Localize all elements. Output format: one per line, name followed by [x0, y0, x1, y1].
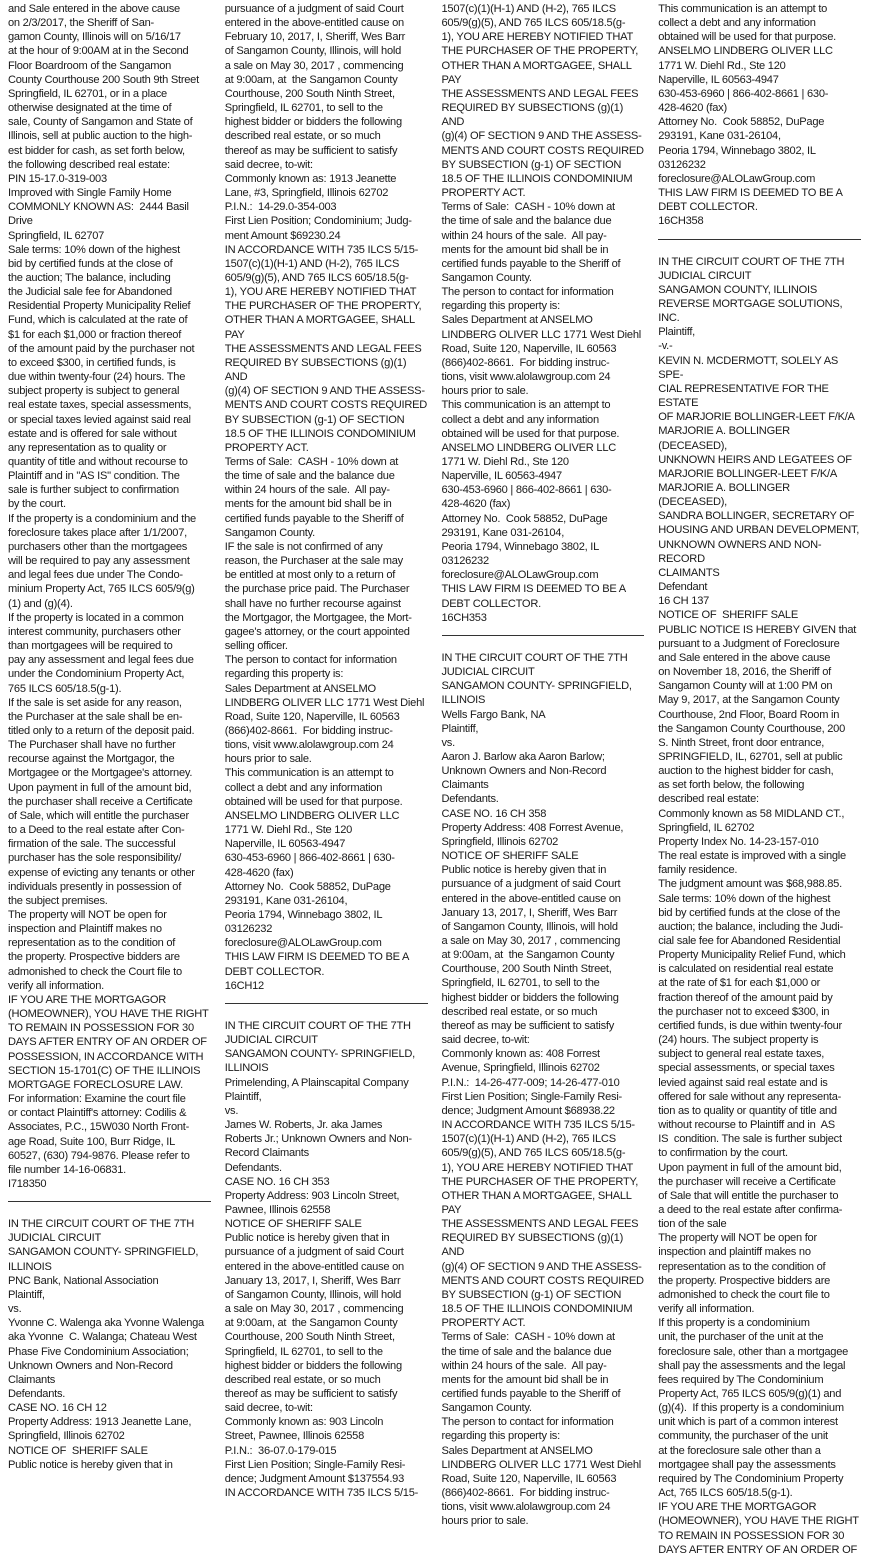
- notice-divider: [442, 635, 645, 636]
- column-1: [8, 2, 211, 1508]
- notice-text-16ch358-end: This communication is an attempt to collect a debt and any information obtained will be used for that purpose. ANSELMO LINDBERG OLIVER LLC 1771 W. Diehl Rd., Ste 120 Naperville, IL 60563-4947 630-453-6960 | 866-402-8661 | 630- 428-4620 (fax) Attorney No. Cook 58852, DuPage 293191, Kane 031-26104, Peoria 1794, Winnebago 3802, IL 03126232 foreclosure@ALOLawGroup.com THIS LAW FIRM IS DEEMED TO BE A DEBT COLLECTOR. 16CH358: [658, 3, 843, 228]
- column-3: [441, 2, 645, 1528]
- notice-divider: [225, 1003, 428, 1004]
- notice-text-16ch358-start: IN THE CIRCUIT COURT OF THE 7TH JUDICIAL CIRCUIT SANGAMON COUNTY- SPRINGFIELD, ILLINOIS Wells Fargo Bank, NA Plaintiff, vs. Aaron J. Barlow aka Aaron Barlow; Unknown Owners and Non-Record Claimants Defendants. CASE NO. 16 CH 358 Property Address: 408 Forrest Avenue, Springfield, Illinois 62702 NOTICE OF SHERIFF SALE Public notice is hereby given that in pursuance of a judgment of said Court entered in the above-entitled cause on January 13, 2017, I, Sheriff, Wes Barr of Sangamon County, Illinois, will hold a sale on May 30, 2017 , commencing at 9:00am, at the Sangamon County Courthouse, 200 South Ninth Street, Springfield, IL 62701, to sell to the highest bidder or bidders the following described real estate, or so much thereof as may be sufficient to satisfy said decree, to-wit: Commonly known as: 408 Forrest Avenue, Springfield, Illinois 62702 P.I.N.: 14-26-477-009; 14-26-477-010 First Lien Position; Single-Family Resi- dence; Judgment Amount $68938.22 IN ACCORDANCE WITH 735 ILCS 5/15- 1507(c)(1)(H-1) AND (H-2), 765 ILCS 605/9(g)(5), AND 765 ILCS 605/18.5(g- 1), YOU ARE HEREBY NOTIFIED THAT THE PURCHASER OF THE PROPERTY, OTHER THAN A MORTGAGEE, SHALL PAY THE ASSESSMENTS AND LEGAL FEES REQUIRED BY SUBSECTIONS (g)(1) AND (g)(4) OF SECTION 9 AND THE ASSESS- MENTS AND COURT COSTS REQUIRED BY SUBSECTION (g-1) OF SECTION 18.5 OF THE ILLINOIS CONDOMINIUM PROPERTY ACT. Terms of Sale: CASH - 10% down at the time of sale and the balance due within 24 hours of the sale. All pay- ments for the amount bid shall be in certified funds payable to the Sheriff of Sangamon County. The person to contact for information regarding this property is: Sales Department at ANSELMO LINDBERG OLIVER LLC 1771 West Diehl Road, Suite 120, Naperville, IL 60563 (866)402-8661. For bidding instruc- tions, visit www.alolawgroup.com 24 hours prior to sale.: [441, 651, 644, 1528]
- notice-text-16ch12-start: IN THE CIRCUIT COURT OF THE 7TH JUDICIAL CIRCUIT SANGAMON COUNTY- SPRINGFIELD, ILLINOIS PNC Bank, National Association Plaintiff, vs. Yvonne C. Walenga aka Yvonne Walenga aka Yvonne C. Walanga; Chateau West Phase Five Condominium Association; Unknown Owners and Non-Record Claimants Defendants. CASE NO. 16 CH 12 Property Address: 1913 Jeanette Lane, Springfield, Illinois 62702 NOTICE OF SHERIFF SALE Public notice is hereby given that in: [8, 1218, 204, 1471]
- notice-text-16ch12-body: pursuance of a judgment of said Court entered in the above-entitled cause on February 10, 2017, I, Sheriff, Wes Barr of Sangamon County, Illinois, will hold a sale on May 30, 2017 , commencing at 9:00am, at the Sangamon County Courthouse, 200 South Ninth Street, Springfield, IL 62701, to sell to the highest bidder or bidders the following described real estate, or so much thereof as may be sufficient to satisfy said decree, to-wit: Commonly known as: 1913 Jeanette Lane, #3, Springfield, Illinois 62702 P.I.N.: 14-29.0-354-003 First Lien Position; Condominium; Judg- ment Amount $69230.24 IN ACCORDANCE WITH 735 ILCS 5/15- 1507(c)(1)(H-1) AND (H-2), 765 ILCS 605/9(g)(5), AND 765 ILCS 605/18.5(g- 1), YOU ARE HEREBY NOTIFIED THAT THE PURCHASER OF THE PROPERTY, OTHER THAN A MORTGAGEE, SHALL PAY THE ASSESSMENTS AND LEGAL FEES REQUIRED BY SUBSECTIONS (g)(1) AND (g)(4) OF SECTION 9 AND THE ASSESS- MENTS AND COURT COSTS REQUIRED BY SUBSECTION (g-1) OF SECTION 18.5 OF THE ILLINOIS CONDOMINIUM PROPERTY ACT. Terms of Sale: CASH - 10% down at the time of sale and the balance due within 24 hours of the sale. All pay- ments for the amount bid shall be in certified funds payable to the Sheriff of Sangamon County. IF the sale is not confirmed of any reason, the Purchaser at the sale may be entitled at most only to a return of the purchase price paid. The Purchaser shall have no further recourse against the Mortgagor, the Mortgagee, the Mort- gagee's attorney, or the court appointed selling officer. The person to contact for information regarding this property is: Sales Department at ANSELMO LINDBERG OLIVER LLC 1771 West Diehl Road, Suite 120, Naperville, IL 60563 (866)402-8661. For bidding instruc- tions, visit www.alolawgroup.com 24 hours prior to sale. This communication is an attempt to collect a debt and any information obtained will be used for that purpose. ANSELMO LINDBERG OLIVER LLC 1771 W. Diehl Rd., Ste 120 Naperville, IL 60563-4947 630-453-6960 | 866-402-8661 | 630- 428-4620 (fax) Attorney No. Cook 58852, DuPage 293191, Kane 031-26104, Peoria 1794, Winnebago 3802, IL 03126232 foreclosure@ALOLawGroup.com THIS LAW FIRM IS DEEMED TO BE A DEBT COLLECTOR. 16CH12: [224, 3, 428, 992]
- notice-text-16ch353-body: 1507(c)(1)(H-1) AND (H-2), 765 ILCS 605/9(g)(5), AND 765 ILCS 605/18.5(g- 1), YOU ARE HEREBY NOTIFIED THAT THE PURCHASER OF THE PROPERTY, OTHER THAN A MORTGAGEE, SHALL PAY THE ASSESSMENTS AND LEGAL FEES REQUIRED BY SUBSECTIONS (g)(1) AND (g)(4) OF SECTION 9 AND THE ASSESS- MENTS AND COURT COSTS REQUIRED BY SUBSECTION (g-1) OF SECTION 18.5 OF THE ILLINOIS CONDOMINIUM PROPERTY ACT. Terms of Sale: CASH - 10% down at the time of sale and the balance due within 24 hours of the sale. All pay- ments for the amount bid shall be in certified funds payable to the Sheriff of Sangamon County. The person to contact for information regarding this property is: Sales Department at ANSELMO LINDBERG OLIVER LLC 1771 West Diehl Road, Suite 120, Naperville, IL 60563 (866)402-8661. For bidding instruc- tions, visit www.alolawgroup.com 24 hours prior to sale. This communication is an attempt to collect a debt and any information obtained will be used for that purpose. ANSELMO LINDBERG OLIVER LLC 1771 W. Diehl Rd., Ste 120 Naperville, IL 60563-4947 630-453-6960 | 866-402-8661 | 630- 428-4620 (fax) Attorney No. Cook 58852, DuPage 293191, Kane 031-26104, Peoria 1794, Winnebago 3802, IL 03126232 foreclosure@ALOLawGroup.com THIS LAW FIRM IS DEEMED TO BE A DEBT COLLECTOR. 16CH353: [441, 3, 644, 624]
- notice-text-continued: and Sale entered in the above cause on 2/3/2017, the Sheriff of San- gamon County, Illinois will on 5/16/17 at the hour of 9:00AM at in the Second Floor Boardroom of the Sangamon County Courthouse 200 South 9th Street Springfield, IL 62701, or in a place otherwise designated at the time of sale, County of Sangamon and State of Illinois, sell at public auction to the high- est bidder for cash, as set forth below, the following described real estate: PIN 15-17.0-319-003 Improved with Single Family Home COMMONLY KNOWN AS: 2444 Basil Drive Springfield, IL 62707 Sale terms: 10% down of the highest bid by certified funds at the close of the auction; The balance, including the Judicial sale fee for Abandoned Residential Property Municipality Relief Fund, which is calculated at the rate of $1 for each $1,000 or fraction thereof of the amount paid by the purchaser not to exceed $300, in certified funds, is due within twenty-four (24) hours. The subject property is subject to general real estate taxes, special assessments, or special taxes levied against said real estate and is offered for sale without any representation as to quality or quantity of title and without recourse to Plaintiff and in "AS IS" condition. The sale is further subject to confirmation by the court. If the property is a condominium and the foreclosure takes place after 1/1/2007, purchasers other than the mortgagees will be required to pay any assessment and legal fees due under The Condo- minium Property Act, 765 ILCS 605/9(g) (1) and (g)(4). If the property is located in a common interest community, purchasers other than mortgagees will be required to pay any assessment and legal fees due under the Condominium Property Act, 765 ILCS 605/18.5(g-1). If the sale is set aside for any reason, the Purchaser at the sale shall be en- titled only to a return of the deposit paid. The Purchaser shall have no further recourse against the Mortgagor, the Mortgagee or the Mortgagee's attorney. Upon payment in full of the amount bid, the purchaser shall receive a Certificate of Sale, which will entitle the purchaser to a Deed to the real estate after Con- firmation of the sale. The successful purchaser has the sole responsibility/ expense of evicting any tenants or other individuals presently in possession of the subject premises. The property will NOT be open for inspection and Plaintiff makes no representation as to the condition of the property. Prospective bidders are admonished to check the Court file to verify all information. IF YOU ARE THE MORTGAGOR (HOMEOWNER), YOU HAVE THE RIGHT TO REMAIN IN POSSESSION FOR 30 DAYS AFTER ENTRY OF AN ORDER OF POSSESSION, IN ACCORDANCE WITH SECTION 15-1701(C) OF THE ILLINOIS MORTGAGE FORECLOSURE LAW. For information: Examine the court file or contact Plaintiff's attorney: Codilis & Associates, P.C., 15W030 North Front- age Road, Suite 100, Burr Ridge, IL 60527, (630) 794-9876. Please refer to file number 14-16-06831. I718350: [8, 3, 209, 1190]
- column-2: [225, 2, 428, 1508]
- notice-text-16ch353-start: IN THE CIRCUIT COURT OF THE 7TH JUDICIAL CIRCUIT SANGAMON COUNTY- SPRINGFIELD, ILLINOIS Primelending, A Plainscapital Company Plaintiff, vs. James W. Roberts, Jr. aka James Roberts Jr.; Unknown Owners and Non- Record Claimants Defendants. CASE NO. 16 CH 353 Property Address: 903 Lincoln Street, Pawnee, Illinois 62558 NOTICE OF SHERIFF SALE Public notice is hereby given that in pursuance of a judgment of said Court entered in the above-entitled cause on January 13, 2017, I, Sheriff, Wes Barr of Sangamon County, Illinois, will hold a sale on May 30, 2017 , commencing at 9:00am, at the Sangamon County Courthouse, 200 South Ninth Street, Springfield, IL 62701, to sell to the highest bidder or bidders the following described real estate, or so much thereof as may be sufficient to satisfy said decree, to-wit: Commonly known as: 903 Lincoln Street, Pawnee, Illinois 62558 P.I.N.: 36-07.0-179-015 First Lien Position; Single-Family Resi- dence; Judgment Amount $137554.93 IN ACCORDANCE WITH 735 ILCS 5/15-: [224, 1019, 419, 1500]
- notice-divider: [8, 1201, 211, 1202]
- notice-text-16ch137: IN THE CIRCUIT COURT OF THE 7TH JUDICIAL CIRCUIT SANGAMON COUNTY, ILLINOIS REVERSE MORTGAGE SOLUTIONS, INC. Plaintiff, -v.- KEVIN N. MCDERMOTT, SOLELY AS SPE- CIAL REPRESENTATIVE FOR THE ESTATE OF MARJORIE BOLLINGER-LEET F/K/A MARJORIE A. BOLLINGER (DECEASED), UNKNOWN HEIRS AND LEGATEES OF MARJORIE BOLLINGER-LEET F/K/A MARJORIE A. BOLLINGER (DECEASED), SANDRA BOLLINGER, SECRETARY OF HOUSING AND URBAN DEVELOPMENT, UNKNOWN OWNERS AND NON-RECORD CLAIMANTS Defendant 16 CH 137 NOTICE OF SHERIFF SALE PUBLIC NOTICE IS HEREBY GIVEN that pursuant to a Judgment of Foreclosure and Sale entered in the above cause on November 18, 2016, the Sheriff of Sangamon County will at 1:00 PM on May 9, 2017, at the Sangamon County Courthouse, 2nd Floor, Board Room in the Sangamon County Courthouse, 200 S. Ninth Street, front door entrance, SPRINGFIELD, IL, 62701, sell at public auction to the highest bidder for cash, as set forth below, the following described real estate: Commonly known as 58 MIDLAND CT., Springfield, IL 62702 Property Index No. 14-23-157-010 The real estate is improved with a single family residence. The judgment amount was $68,988.85. Sale terms: 10% down of the highest bid by certified funds at the close of the auction; the balance, including the Judi- cial sale fee for Abandoned Residential Property Municipality Relief Fund, which is calculated on residential real estate at the rate of $1 for each $1,000 or fraction thereof of the amount paid by the purchaser not to exceed $300, in certified funds, is due within twenty-four (24) hours. The subject property is subject to general real estate taxes, special assessments, or special taxes levied against said real estate and is offered for sale without any representa- tion as to quality or quantity of title and without recourse to Plaintiff and in AS IS condition. The sale is further subject to confirmation by the court. Upon payment in full of the amount bid, the purchaser will receive a Certificate of Sale that will entitle the purchaser to a deed to the real estate after confirma- tion of the sale The property will NOT be open for inspection and plaintiff makes no representation as to the condition of the property. Prospective bidders are admonished to check the court file to verify all information. If this property is a condominium unit, the purchaser of the unit at the foreclosure sale, other than a mortgagee shall pay the assessments and the legal fees required by The Condominium Property Act, 765 ILCS 605/9(g)(1) and (g)(4). If this property is a condominium unit which is part of a common interest community, the purchaser of the unit at the foreclosure sale other than a mortgagee shall pay the assessments required by The Condominium Property Act, 765 ILCS 605/18.5(g-1). IF YOU ARE THE MORTGAGOR (HOMEOWNER), YOU HAVE THE RIGHT TO REMAIN IN POSSESSION FOR 30 DAYS AFTER ENTRY OF AN ORDER OF: [658, 255, 860, 1556]
- column-4: [658, 2, 861, 1556]
- notice-divider: [658, 239, 861, 240]
